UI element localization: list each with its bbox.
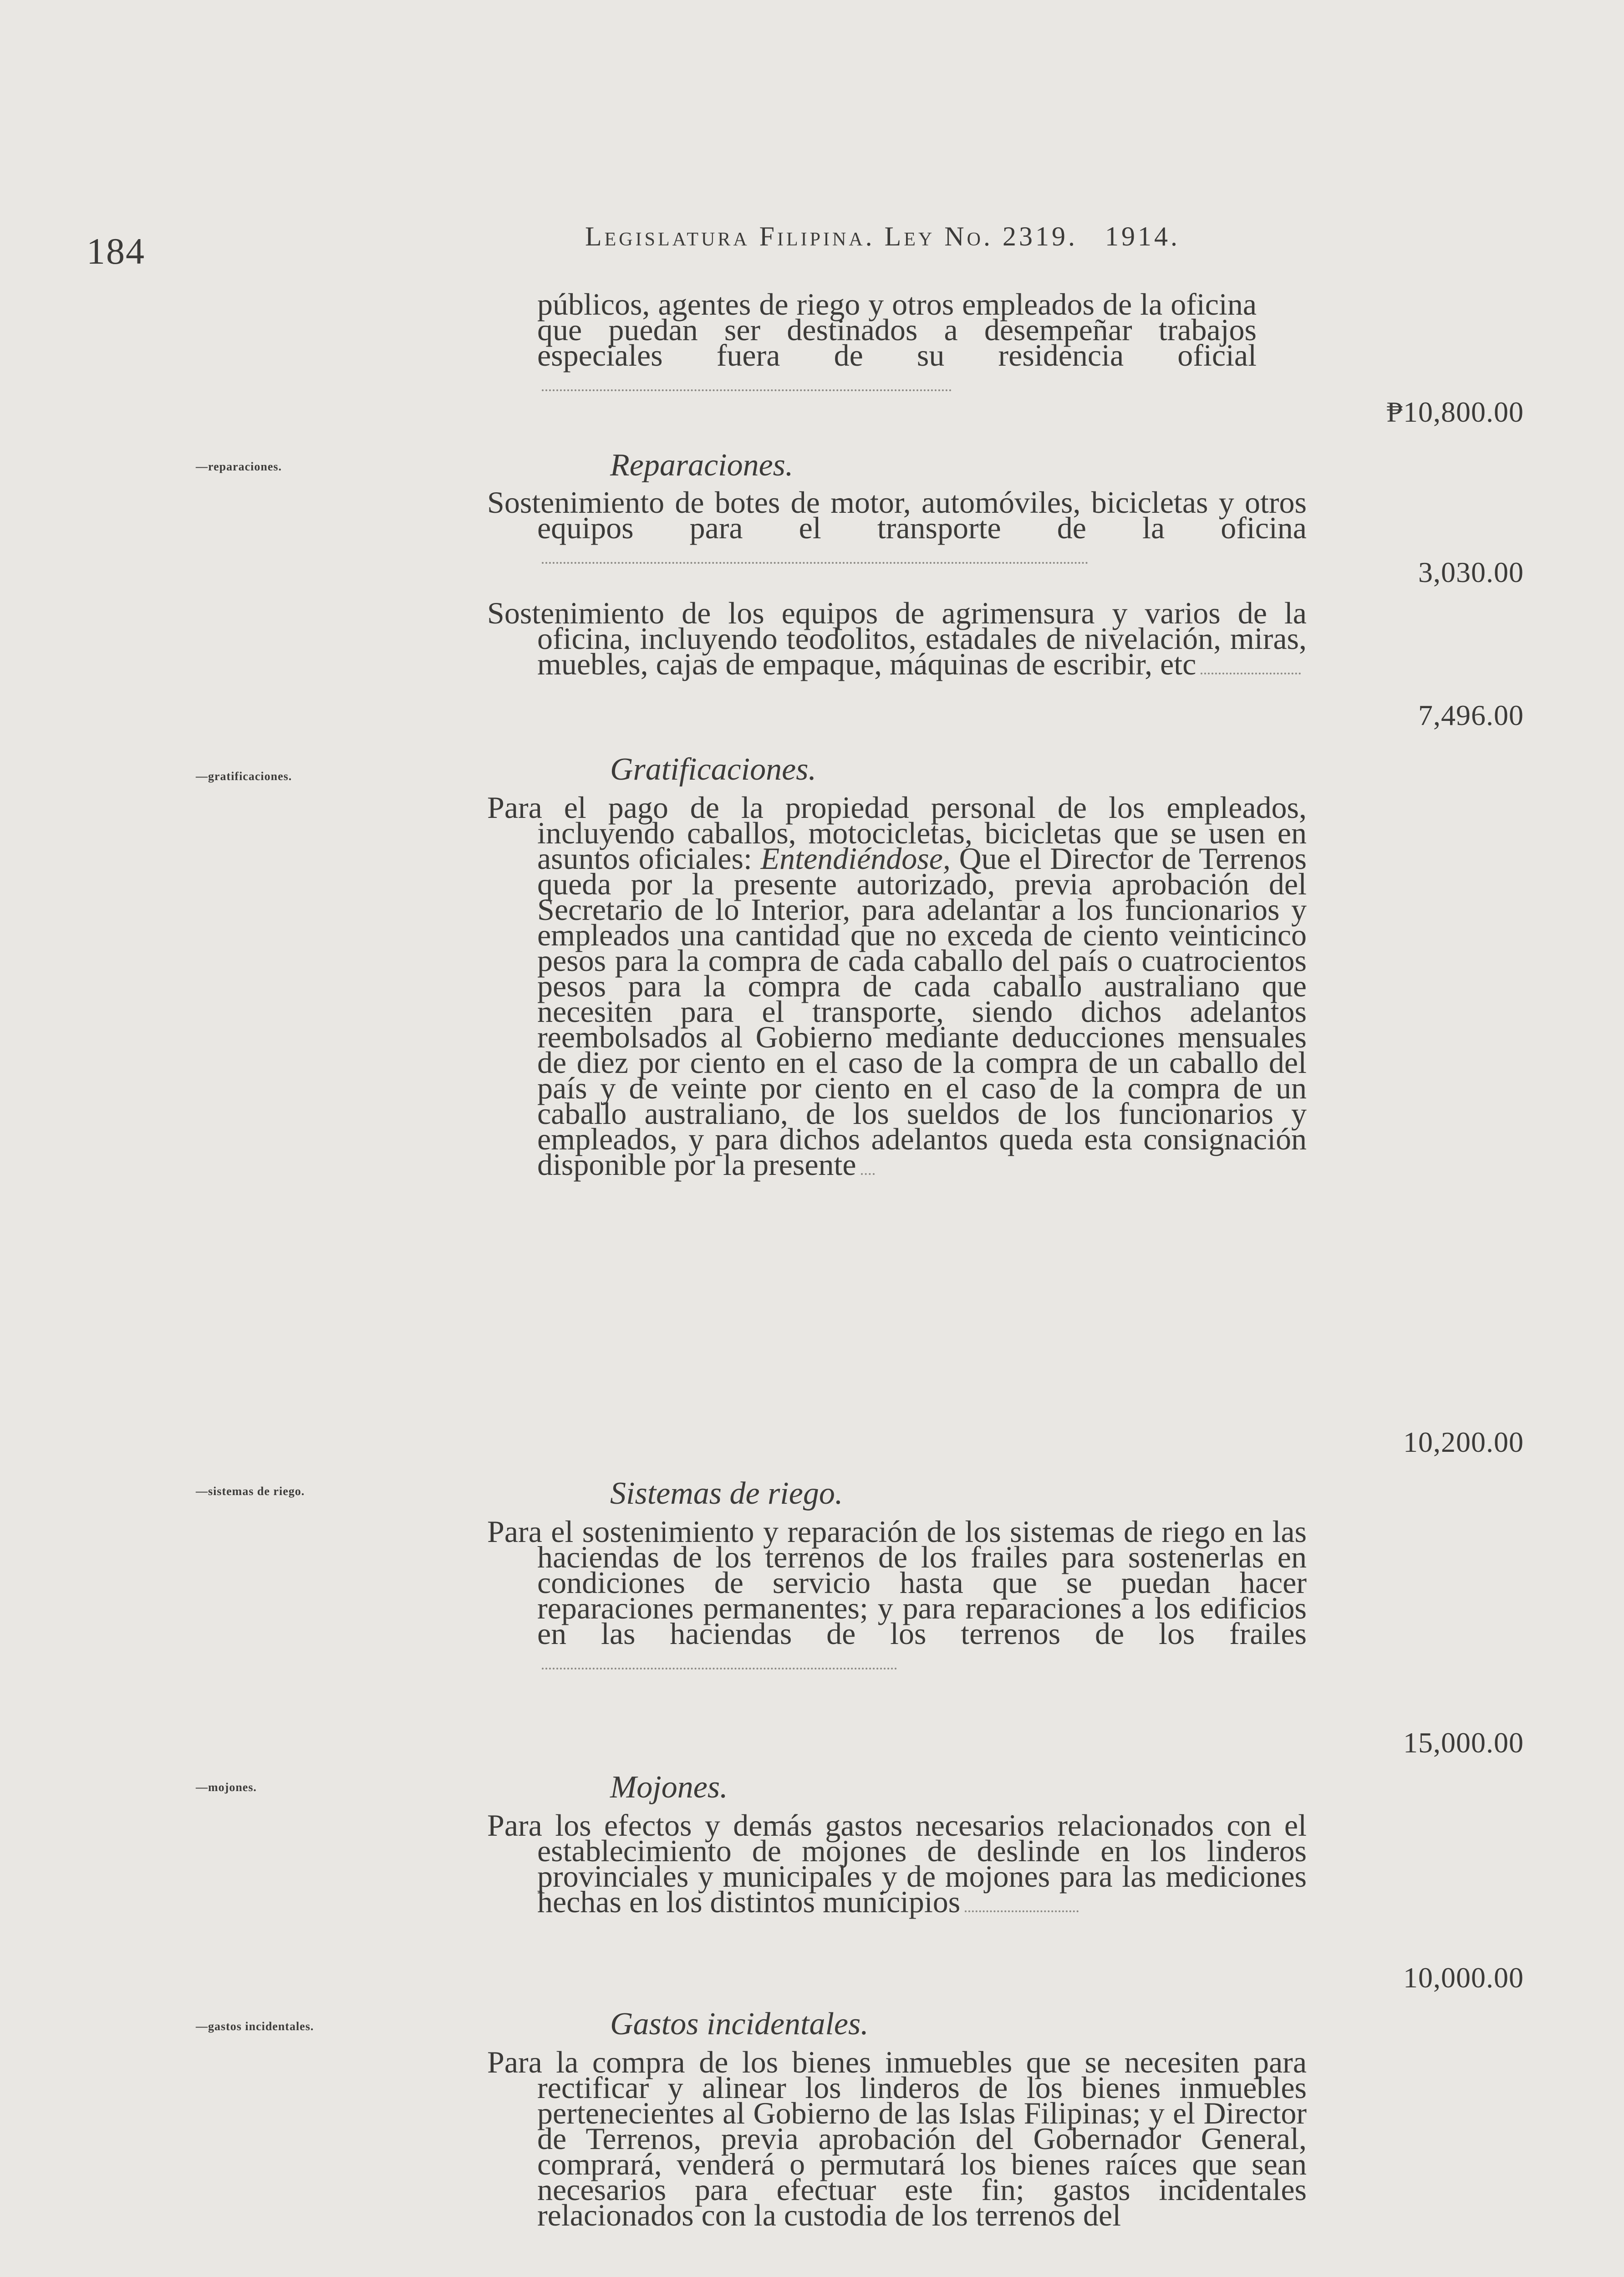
reparaciones-item-2-text: Sostenimiento de los equipos de agrimensura y varios de la oficina, incluyendo teodolitos, estadales de nivelación, miras, muebles, cajas de empaque, máquinas de escribir, etc (487, 596, 1307, 681)
riego-amount: 15,000.00 (1403, 1726, 1524, 1759)
dot-leader (861, 1173, 875, 1175)
margin-note-reparaciones: —reparaciones. (196, 460, 282, 473)
dot-leader (542, 389, 952, 391)
reparaciones-item-1 (487, 485, 1307, 566)
riego-paragraph (487, 1514, 1307, 1672)
gratificaciones-text-b: Que el Director de Terrenos queda por la presente autorizado, previa aprobación del Secretario de lo Interior, para adelantar a los funcionarios y empleados una cantidad que no exceda de ciento veinticinco pesos para la compra de cada caballo del país o cuatrocientos pesos para la compra de cada caballo australiano que necesiten para el transporte, siendo dichos adelantos reembolsados al Gobierno mediante deducciones mensuales de diez por ciento en el caso de la compra de un caballo del país y de veinte por ciento en el caso de la compra de un caballo australiano, de los sueldos de los funcionarios y empleados, y para dichos adelantos queda esta consignación disponible por la presente (537, 841, 1307, 1182)
entendiendose-term: Entendiéndose, (760, 841, 951, 876)
gratificaciones-amount: 10,200.00 (1403, 1426, 1524, 1458)
heading-gastos: Gastos incidentales. (610, 2006, 869, 2042)
dot-leader (1201, 673, 1301, 674)
dot-leader (965, 1910, 1079, 1912)
gastos-paragraph (487, 2045, 1307, 2232)
reparaciones-item-2-amount: 7,496.00 (1418, 699, 1524, 731)
reparaciones-item-2 (487, 596, 1307, 681)
dot-leader (542, 562, 1088, 564)
intro-paragraph (487, 287, 1307, 393)
margin-note-mojones: —mojones. (196, 1781, 257, 1794)
header-year: 1914. (1105, 221, 1180, 251)
page-number: 184 (87, 230, 145, 272)
reparaciones-item-1-amount: 3,030.00 (1418, 556, 1524, 588)
gratificaciones-text-a: Para el pago de la propiedad personal de los empleados, incluyendo caballos, motocicletas, bicicletas que se usen en asuntos oficiales: (487, 790, 1307, 876)
reparaciones-item-1-text: Sostenimiento de botes de motor, automóviles, bicicletas y otros equipos para el transporte de la oficina (487, 485, 1307, 545)
gratificaciones-paragraph (487, 790, 1307, 1182)
mojones-paragraph (487, 1808, 1307, 1919)
mojones-amount: 10,000.00 (1403, 1961, 1524, 1994)
margin-note-riego: —sistemas de riego. (196, 1485, 305, 1498)
riego-text: Para el sostenimiento y reparación de los sistemas de riego en las haciendas de los terrenos de los frailes para sostenerlas en condiciones de servicio hasta que se puedan hacer reparaciones permanentes; y para reparaciones a los edificios en las haciendas de los terrenos de los frailes (487, 1514, 1307, 1651)
margin-note-gastos: —gastos incidentales. (196, 2020, 314, 2033)
heading-gratificaciones: Gratificaciones. (610, 752, 816, 787)
mojones-text: Para los efectos y demás gastos necesarios relacionados con el establecimiento de mojones de deslinde en los linderos provinciales y municipales y de mojones para las mediciones hechas en los distintos municipios (487, 1808, 1307, 1919)
dot-leader (542, 1668, 897, 1669)
heading-mojones: Mojones. (610, 1770, 728, 1805)
running-title: Legislatura Filipina. Ley No. 2319. (585, 221, 1078, 251)
margin-note-gratificaciones: —gratificaciones. (196, 770, 292, 783)
intro-amount: ₱10,800.00 (1386, 396, 1524, 428)
running-header (585, 221, 1180, 252)
gastos-text: Para la compra de los bienes inmuebles que se necesiten para rectificar y alinear los linderos de los bienes inmuebles pertenecientes al Gobierno de las Islas Filipinas; y el Director de Terrenos, previa aprobación del Gobernador General, comprará, venderá o permutará los bienes raíces que sean necesarios para efectuar este fin; gastos incidentales relacionados con la custodia de los terrenos del (487, 2045, 1307, 2232)
heading-riego: Sistemas de riego. (610, 1476, 843, 1511)
intro-text: públicos, agentes de riego y otros empleados de la oficina que puedan ser destinados a desempeñar trabajos especiales fuera de su residencia oficial (537, 287, 1257, 373)
heading-reparaciones: Reparaciones. (610, 448, 794, 483)
